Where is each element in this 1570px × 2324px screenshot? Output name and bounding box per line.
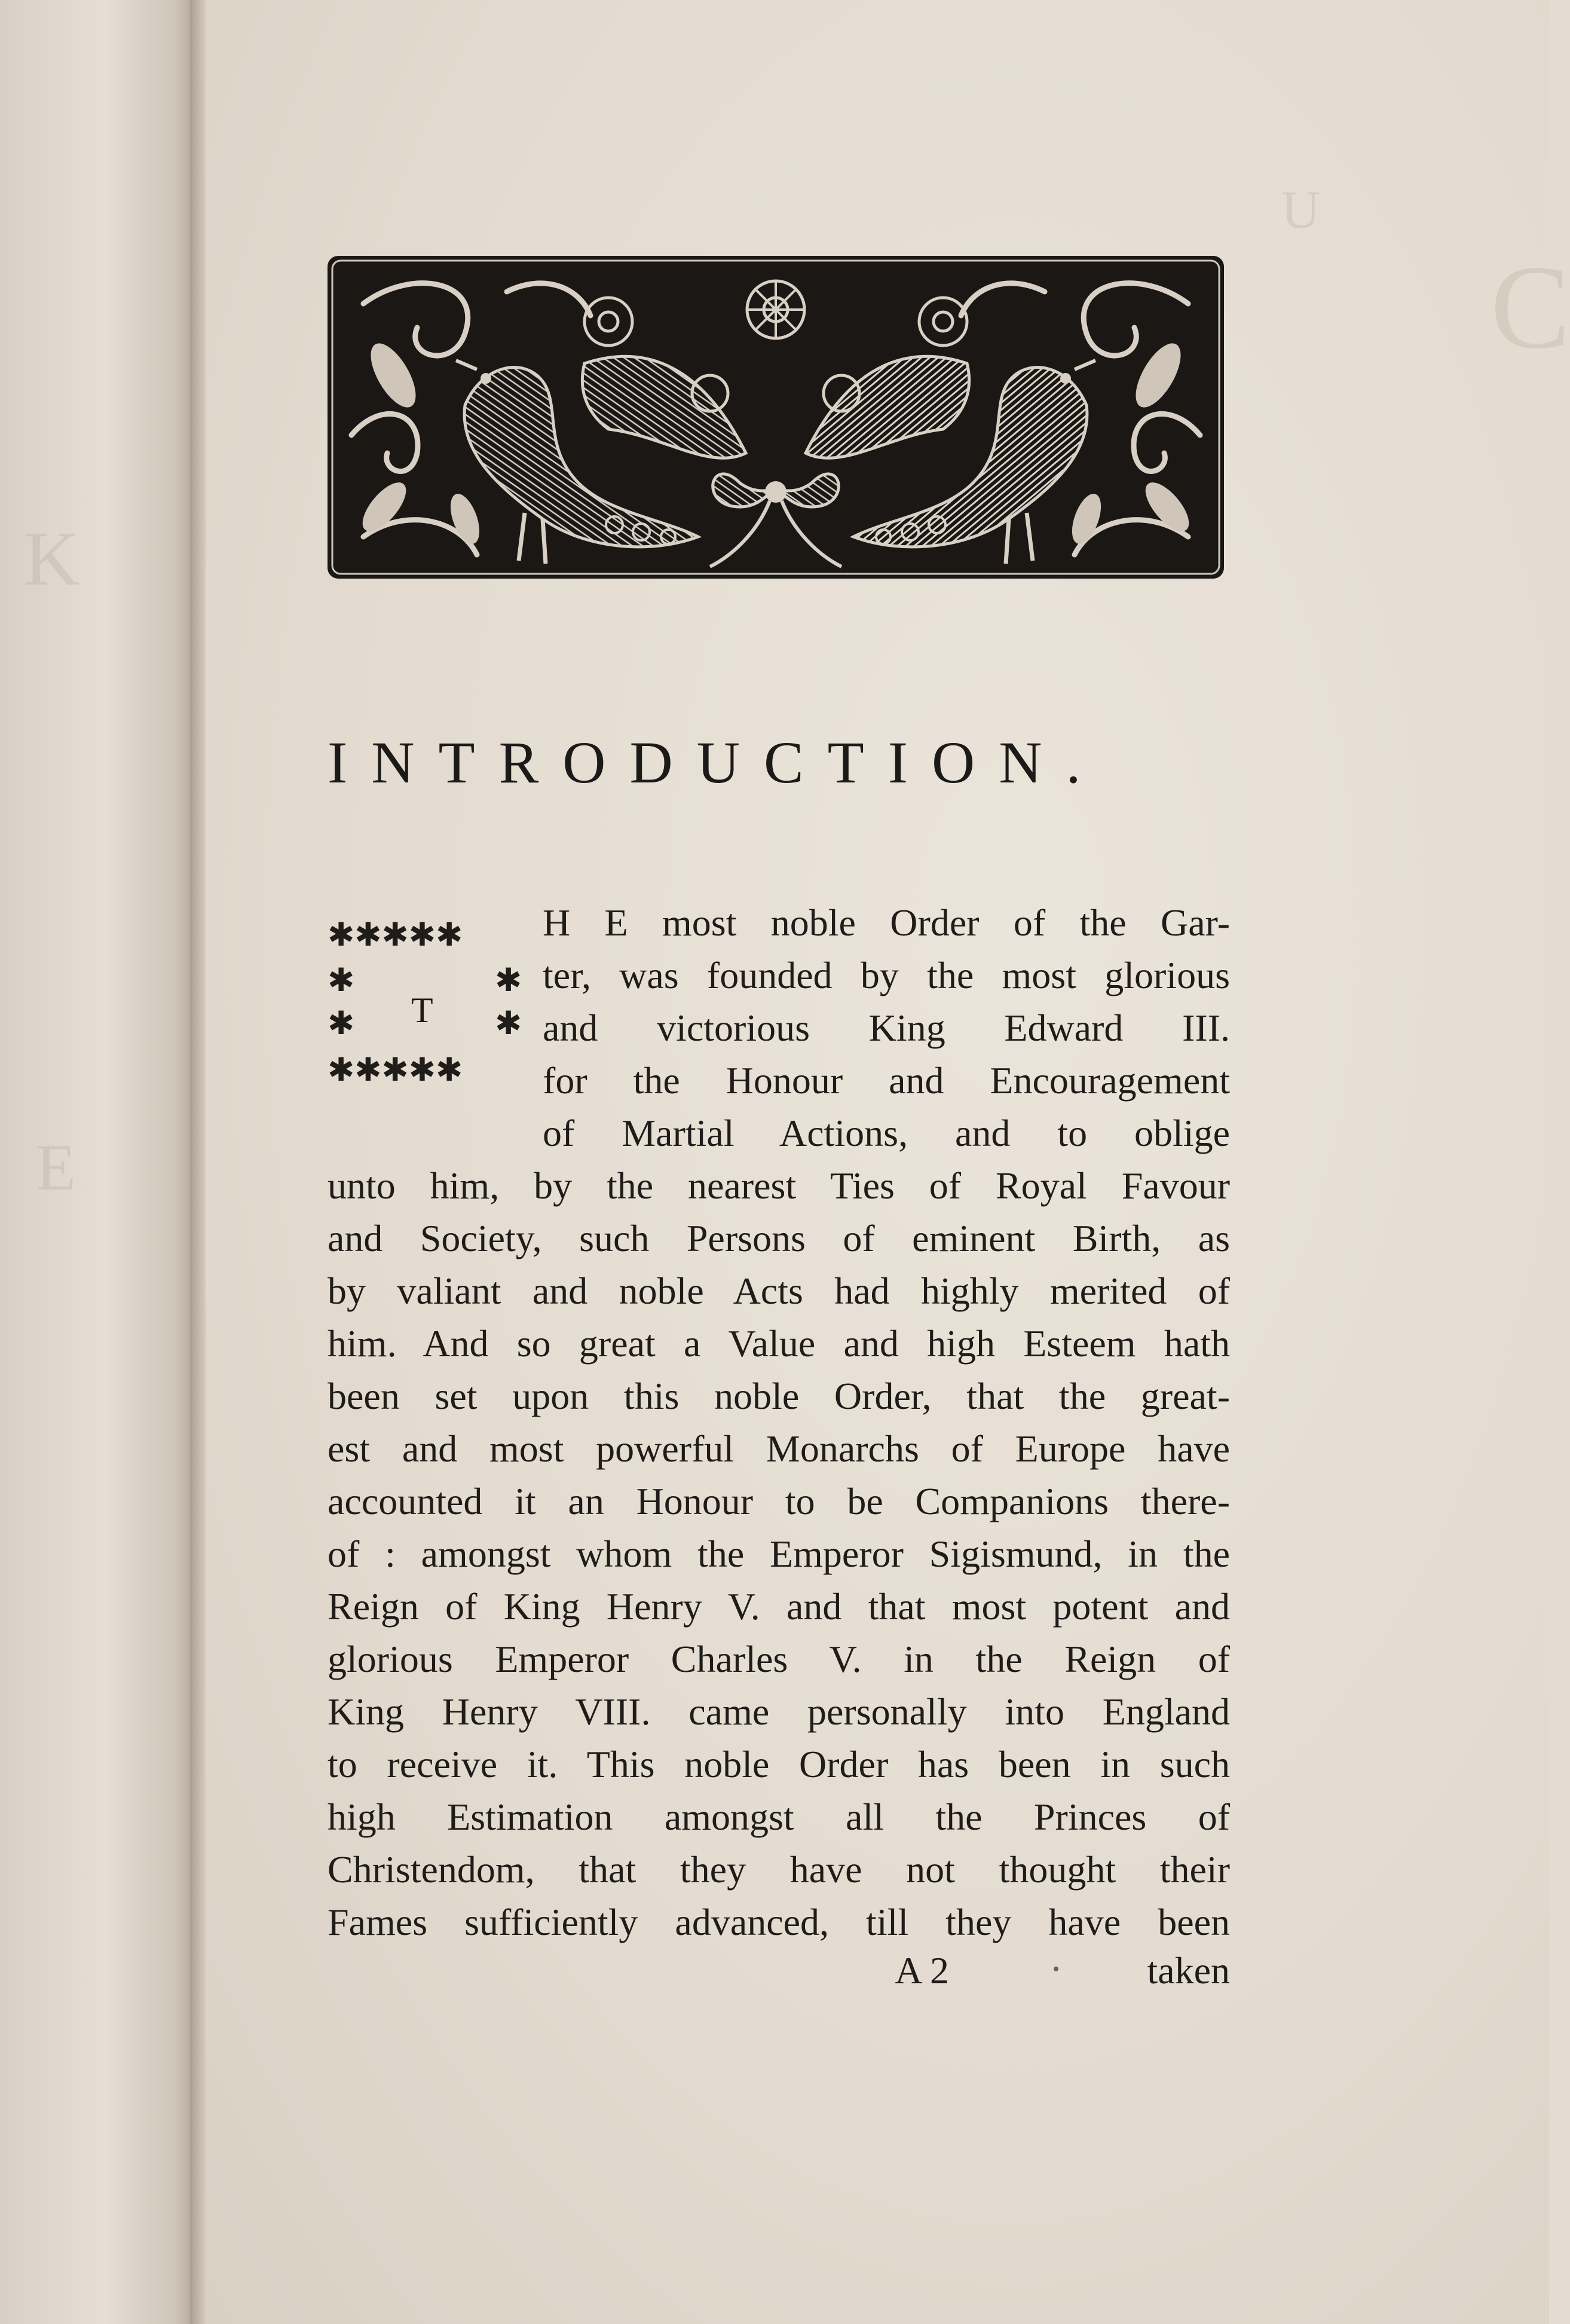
text-line: H E most noble Order of the Gar-	[543, 901, 1230, 944]
svg-text:✱: ✱	[328, 1004, 355, 1042]
signature-mark: A 2	[895, 1949, 949, 1992]
text-line: King Henry VIII. came personally into England	[328, 1690, 1230, 1733]
text-line: glorious Emperor Charles V. in the Reign of	[328, 1638, 1230, 1680]
bleed-through-mark: U	[1281, 181, 1320, 240]
svg-text:✱✱✱✱✱: ✱✱✱✱✱	[328, 916, 463, 953]
left-page	[0, 0, 190, 2324]
chapter-title: INTRODUCTION.	[328, 729, 1105, 796]
page-footer	[328, 1949, 1230, 2001]
svg-text:✱: ✱	[495, 1004, 522, 1042]
text-line: Fames sufficiently advanced, till they have been	[328, 1901, 1230, 1943]
text-line: of Martial Actions, and to oblige	[543, 1112, 1230, 1154]
text-line: for the Honour and Encouragement	[543, 1059, 1230, 1102]
text-line: ter, was founded by the most glorious	[543, 954, 1230, 996]
bleed-through-mark: C	[1491, 241, 1570, 374]
text-line: and victorious King Edward III.	[543, 1007, 1230, 1049]
svg-text:✱: ✱	[495, 961, 522, 999]
text-line: and Society, such Persons of eminent Birth, as	[328, 1217, 1230, 1259]
body-text	[328, 897, 1230, 1949]
book-gutter	[190, 0, 206, 2324]
text-line: Reign of King Henry V. and that most potent and	[328, 1585, 1230, 1628]
drop-cap-letter: T	[411, 990, 433, 1030]
svg-text:✱: ✱	[328, 961, 355, 999]
ink-speck	[1054, 1967, 1058, 1971]
text-line: by valiant and noble Acts had highly merited of	[328, 1270, 1230, 1312]
bleed-through-mark: K	[24, 516, 80, 602]
svg-text:✱✱✱✱✱: ✱✱✱✱✱	[328, 1051, 463, 1088]
text-line: unto him, by the nearest Ties of Royal Favour	[328, 1164, 1230, 1207]
text-line: him. And so great a Value and high Esteem hath	[328, 1322, 1230, 1365]
text-line: of : amongst whom the Emperor Sigismund, in the	[328, 1533, 1230, 1575]
text-line: high Estimation amongst all the Princes of	[328, 1796, 1230, 1838]
catchword: taken	[1147, 1949, 1230, 1992]
text-line: Christendom, that they have not thought their	[328, 1848, 1230, 1891]
bleed-through-mark: E	[36, 1131, 76, 1204]
text-line: to receive it. This noble Order has been in such	[328, 1743, 1230, 1785]
text-line: been set upon this noble Order, that the great-	[328, 1375, 1230, 1417]
text-line: accounted it an Honour to be Companions there-	[328, 1480, 1230, 1522]
text-line: est and most powerful Monarchs of Europe have	[328, 1427, 1230, 1470]
woodcut-headpiece-ornament	[328, 256, 1224, 579]
